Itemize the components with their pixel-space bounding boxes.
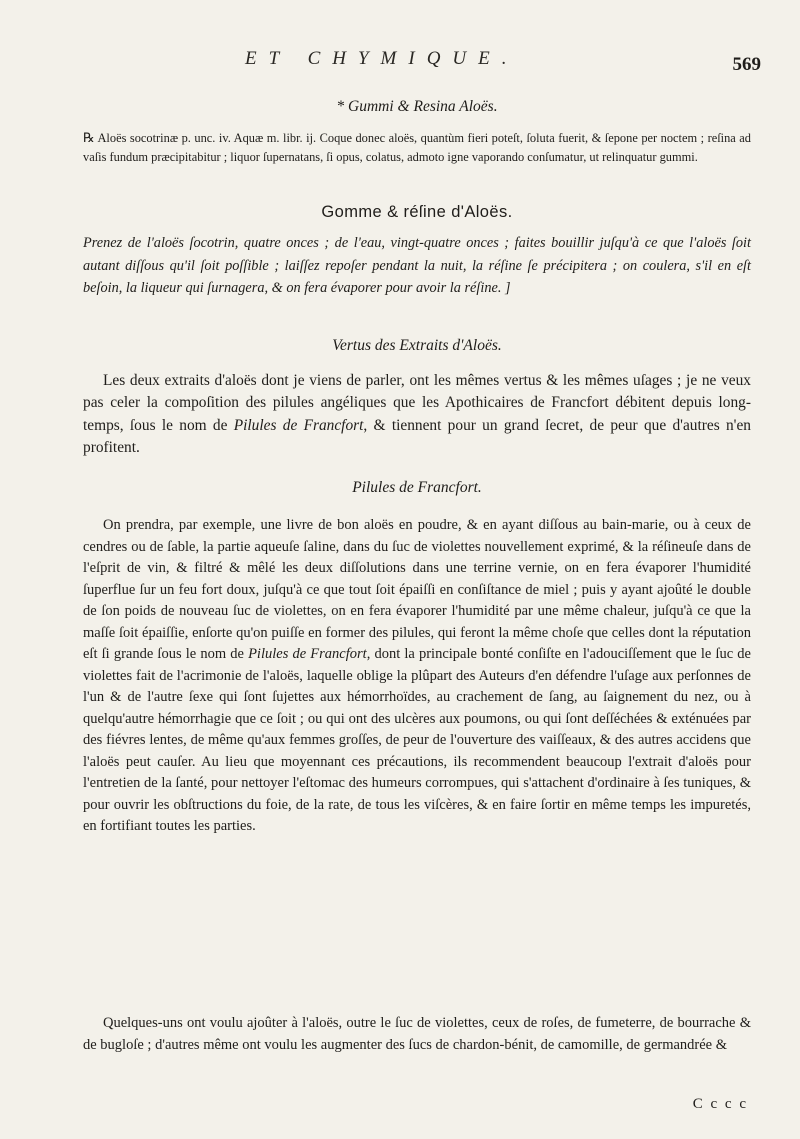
paragraph-vertus-emphasis: Pilules de Francfort xyxy=(233,416,364,434)
recipe-symbol: ℞ xyxy=(83,130,95,145)
french-recipe: Prenez de l'aloës ſocotrin, quatre onces ; de l'eau, vingt-quatre onces ; faites bouillir juſqu'à ce que l'aloës ſoit autant diſſous qu'il ſoit poſſible ; laiſſez repoſer pendant la nuit, la réſine ſe précipitera ; on coulera, s'il en eſt beſoin, la liqueur qui ſurnagera, & on fera évaporer pour avoir la réſine. ] xyxy=(83,235,751,296)
paragraph-vertus-text-1: Les deux extraits d'aloës dont je viens de parler, ont les mêmes vertus & les mêmes uſages ; je ne veux pas celer la compoſition des pilules angéliques que les Apothicaires de Francfort débitent depuis long-temps, ſous le nom de xyxy=(83,372,751,434)
latin-section-title: * Gummi & Resina Aloës. xyxy=(336,98,498,115)
paragraph-additions: Quelques-uns ont voulu ajoûter à l'aloës, outre le ſuc de violettes, ceux de roſes, de fumeterre, de bourrache & de bugloſe ; d'autres même ont voulu les augmenter des ſucs de chardon-bénit, de camomille, de germandrée & xyxy=(83,1015,751,1053)
paragraph-vertus-text-2: , & tiennent pour un grand ſecret, de peur que d'autres n'en profitent. xyxy=(83,416,751,456)
running-title: ET CHYMIQUE. xyxy=(245,48,519,69)
pilules-section-title: Pilules de Francfort. xyxy=(352,479,482,496)
running-head xyxy=(245,48,765,84)
latin-recipe xyxy=(83,128,751,167)
page-number: 569 xyxy=(732,54,761,75)
catchword: C c c c xyxy=(692,1096,748,1112)
vertus-section-title: Vertus des Extraits d'Aloës. xyxy=(332,337,502,354)
paragraph-pilules-text-2: , dont la principale bonté conſiſte en l'adouciſſement que le ſuc de violettes fait de l'acrimonie de l'aloës, laquelle oblige la plûpart des Auteurs d'en défendre l'uſage aux perſonnes de l'un & de l'autre ſexe qui ſont ſujettes aux hémorrhoïdes, au crachement de ſang, au ſaignement du nez, ou à quelqu'autre hémorrhagie que ce ſoit ; ou qui ont des ulcères aux poumons, ou qui ſont deſſéchées & exténuées par des fiévres lentes, de même qu'aux femmes groſſes, de peur de l'ouverture des vaiſſeaux, & des autres accidens que l'aloës peut cauſer. Au lieu que moyennant ces précautions, ils recommendent beaucoup l'extrait d'aloës pour l'entretien de la ſanté, pour nettoyer l'eſtomac des humeurs corrompues, qui s'attachent d'ordinaire à ſes tuniques, & pour ouvrir les obſtructions du foie, de la rate, de tous les viſcères, & en faire ſortir en même temps les impuretés, en fortifiant toutes les parties. xyxy=(83,646,751,834)
paragraph-pilules-text-1: On prendra, par exemple, une livre de bon aloës en poudre, & en ayant diſſous au bain-marie, ou à ceux de cendres ou de ſable, la partie aqueuſe ſaline, dans du ſuc de violettes nouvellement exprimé, & la réſineuſe dans de l'eſprit de vin, & filtré & mêlé les deux diſſolutions dans une terrine vernie, on en fera évaporer l'humidité ſuperflue ſur un feu fort doux, juſqu'à ce que tout ſoit épaiſſi en conſiſtance de miel ; puis y ayant ajoûté le double de ſon poids de nouveau ſuc de violettes, on en fera évaporer l'humidité par une même chaleur, juſqu'à ce que la maſſe ſoit épaiſſie, enſorte qu'on puiſſe en former des pilules, qui feront la même choſe que celles dont la réputation eſt ſi grande ſous le nom de xyxy=(83,517,751,662)
french-section-title: Gomme & réſine d'Aloës. xyxy=(321,203,513,221)
latin-recipe-text: Aloës socotrinæ p. unc. iv. Aquæ m. libr. ij. Coque donec aloës, quantùm fieri poteſt, ſoluta fuerit, & ſepone per noctem ; reſina ad vaſis fundum præcipitabitur ; liquor ſupernatans, ſi opus, colatus, admoto igne vaporando conſumatur, ut relinquatur gummi. xyxy=(83,131,751,164)
paragraph-pilules-emphasis: Pilules de Francfort xyxy=(248,646,367,662)
paragraph-vertus xyxy=(83,370,751,459)
paragraph-pilules xyxy=(83,515,751,838)
